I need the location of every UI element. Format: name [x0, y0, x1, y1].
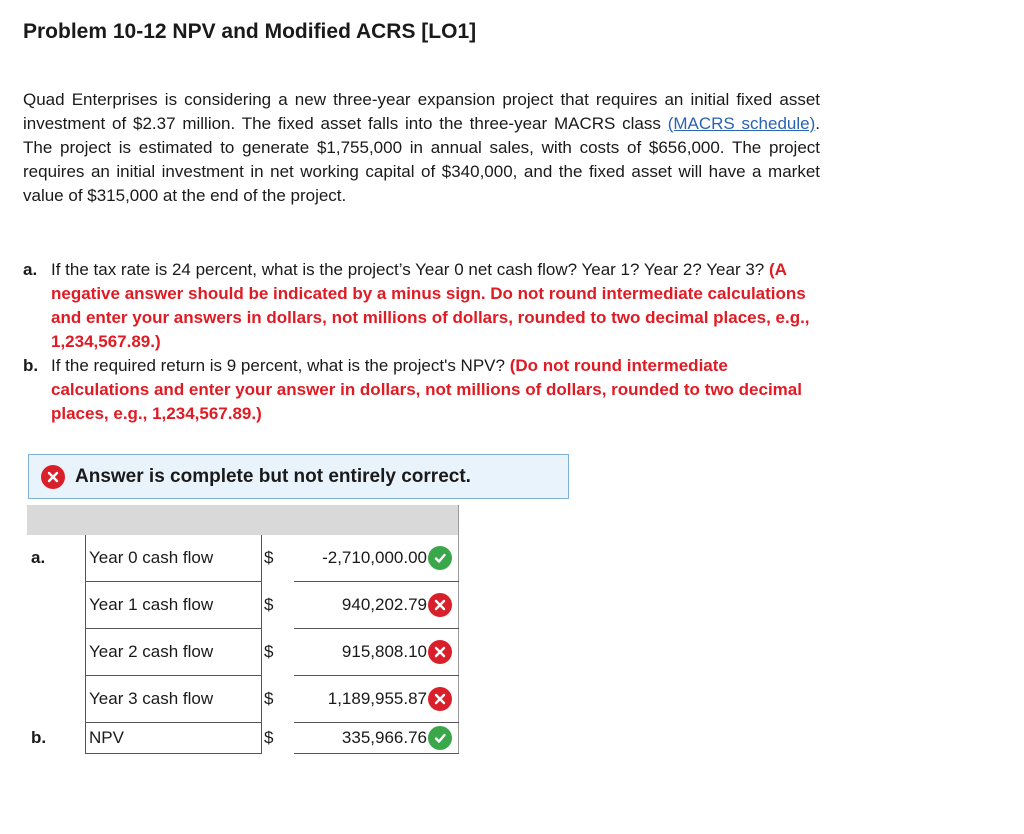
- answer-row: [27, 723, 459, 754]
- question-a: [23, 258, 823, 354]
- macrs-schedule-link[interactable]: (MACRS schedule): [667, 114, 816, 133]
- row-label: Year 1 cash flow: [86, 582, 262, 629]
- banner-text: Answer is complete but not entirely correct.: [75, 465, 471, 487]
- question-body: [51, 258, 823, 354]
- answer-feedback-banner: [28, 454, 569, 499]
- incorrect-x-icon: [428, 593, 452, 617]
- question-list: [23, 258, 823, 426]
- row-label: Year 0 cash flow: [86, 535, 262, 582]
- answer-row: [27, 582, 459, 629]
- correct-check-icon: [428, 546, 452, 570]
- question-text: If the tax rate is 24 percent, what is the project’s Year 0 net cash flow? Year 1? Year 2? Year 3?: [51, 260, 769, 279]
- answer-row: [27, 535, 459, 582]
- answer-value: 940,202.79: [341, 595, 427, 614]
- incorrect-x-icon: [428, 640, 452, 664]
- question-letter: b.: [23, 356, 39, 375]
- problem-title: Problem 10-12 NPV and Modified ACRS [LO1]: [23, 20, 477, 43]
- question-letter: a.: [23, 260, 38, 279]
- row-letter: b.: [31, 728, 47, 747]
- problem-intro: [23, 88, 820, 208]
- question-instruction: (A negative answer should be indicated by a minus sign. Do not round intermediate calculations and enter your answers in dollars, not millions of dollars, rounded to two decimal places, e.g., 1,234,567.89.): [51, 260, 810, 351]
- question-instruction: (Do not round intermediate calculations and enter your answer in dollars, not millions of dollars, rounded to two decimal places, e.g., 1,234,567.89.): [51, 356, 802, 423]
- currency-symbol: $: [262, 535, 295, 582]
- row-letter: [27, 676, 86, 723]
- answer-value-cell[interactable]: [294, 582, 459, 629]
- incorrect-x-icon: [41, 465, 65, 489]
- answer-value-cell[interactable]: [294, 535, 459, 582]
- answer-value-cell[interactable]: [294, 629, 459, 676]
- answer-value: 335,966.76: [341, 728, 427, 747]
- table-header: [27, 505, 459, 535]
- question-text: If the required return is 9 percent, what is the project's NPV?: [51, 356, 510, 375]
- currency-symbol: $: [262, 676, 295, 723]
- row-letter: [27, 582, 86, 629]
- row-letter: [27, 629, 86, 676]
- answer-value-cell[interactable]: [294, 723, 459, 754]
- intro-text-1: Quad Enterprises is considering a new three-year expansion project that requires an initial fixed asset investment of $2.37 million. The fixed asset falls into the three-year MACRS class: [23, 90, 820, 133]
- currency-symbol: $: [262, 723, 295, 754]
- answer-row: [27, 676, 459, 723]
- answer-row: [27, 629, 459, 676]
- answer-table: [27, 505, 459, 754]
- currency-symbol: $: [262, 582, 295, 629]
- question-b: [23, 354, 823, 426]
- intro-text-2: . The project is estimated to generate $1,755,000 in annual sales, with costs of $656,000. The project requires an initial investment in net working capital of $340,000, and the fixed asset will have a market value of $315,000 at the end of the project.: [23, 114, 820, 205]
- question-body: [51, 354, 823, 426]
- answer-value: 1,189,955.87: [327, 689, 427, 708]
- currency-symbol: $: [262, 629, 295, 676]
- row-letter: a.: [31, 548, 46, 568]
- row-label: NPV: [86, 723, 262, 754]
- correct-check-icon: [428, 726, 452, 750]
- answer-value: 915,808.10: [341, 642, 427, 661]
- incorrect-x-icon: [428, 687, 452, 711]
- row-label: Year 2 cash flow: [86, 629, 262, 676]
- answer-value-cell[interactable]: [294, 676, 459, 723]
- row-label: Year 3 cash flow: [86, 676, 262, 723]
- answer-value: -2,710,000.00: [322, 548, 427, 567]
